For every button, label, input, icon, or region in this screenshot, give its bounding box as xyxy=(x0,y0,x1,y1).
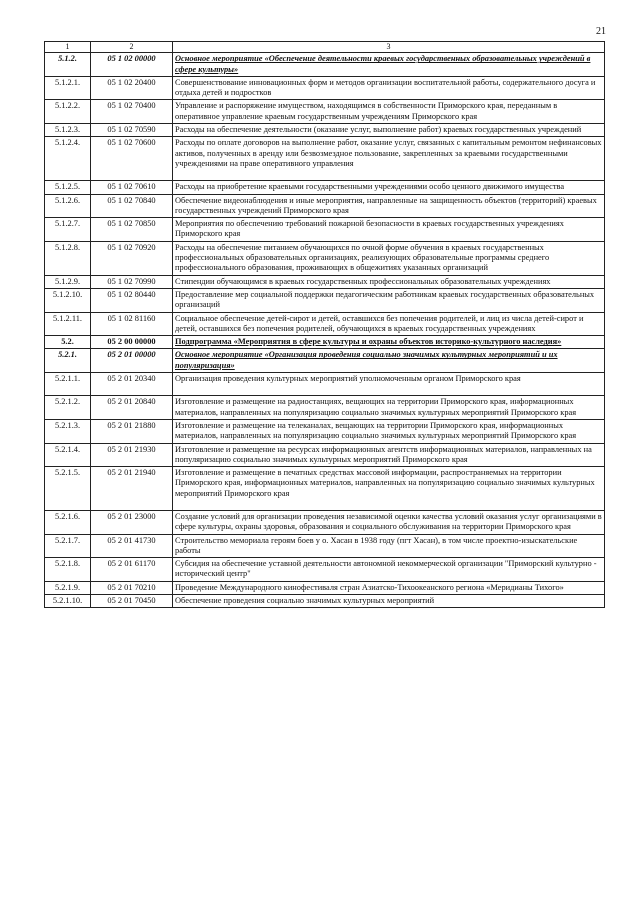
row-number: 5.1.2.10. xyxy=(45,288,91,312)
row-number: 5.1.2.2. xyxy=(45,100,91,124)
classification-code: 05 2 01 21880 xyxy=(91,419,173,443)
row-description: Проведение Международного кинофестиваля стран Азиатско-Тихоокеанского региона «Меридианы Тихого» xyxy=(173,581,605,594)
classification-code: 05 2 01 70210 xyxy=(91,581,173,594)
table-row xyxy=(45,396,605,420)
table-row xyxy=(45,76,605,100)
row-number: 5.1.2.11. xyxy=(45,312,91,336)
row-number: 5.1.2. xyxy=(45,53,91,77)
table-row xyxy=(45,100,605,124)
table-row xyxy=(45,558,605,582)
table-row xyxy=(45,349,605,373)
row-number: 5.1.2.9. xyxy=(45,275,91,288)
table-header-row xyxy=(45,42,605,53)
page-number: 21 xyxy=(596,26,606,37)
table-row xyxy=(45,443,605,467)
table-row xyxy=(45,181,605,194)
classification-code: 05 1 02 70400 xyxy=(91,100,173,124)
table-row xyxy=(45,419,605,443)
row-description: Стипендии обучающимся в краевых государственных профессиональных образовательных учреждениях xyxy=(173,275,605,288)
row-number: 5.2.1.10. xyxy=(45,595,91,608)
table-row xyxy=(45,137,605,181)
classification-code: 05 2 01 23000 xyxy=(91,510,173,534)
row-description: Управление и распоряжение имуществом, находящимся в собственности Приморского края, переданным в оперативное управление краевым государственным учреждениям Приморского края xyxy=(173,100,605,124)
column-header-2: 2 xyxy=(91,42,173,53)
table-row xyxy=(45,124,605,137)
classification-code: 05 2 01 70450 xyxy=(91,595,173,608)
row-number: 5.1.2.4. xyxy=(45,137,91,181)
budget-classification-table xyxy=(44,41,605,608)
row-number: 5.2.1.4. xyxy=(45,443,91,467)
table-row xyxy=(45,336,605,349)
row-description: Предоставление мер социальной поддержки педагогическим работникам краевых государственных образовательных организаций xyxy=(173,288,605,312)
table-row xyxy=(45,241,605,275)
classification-code: 05 2 01 61170 xyxy=(91,558,173,582)
classification-code: 05 1 02 70920 xyxy=(91,241,173,275)
row-description: Социальное обеспечение детей-сирот и детей, оставшихся без попечения родителей, и лиц из числа детей-сирот и детей, оставшихся без попечения родителей, обучающихся в краевых государственных учреждениях xyxy=(173,312,605,336)
row-description: Расходы на приобретение краевыми государственными учреждениями особо ценного движимого имущества xyxy=(173,181,605,194)
row-description: Мероприятия по обеспечению требований пожарной безопасности в краевых государственных учреждениях Приморского края xyxy=(173,218,605,242)
classification-code: 05 1 02 70840 xyxy=(91,194,173,218)
row-description: Расходы на обеспечение питанием обучающихся по очной форме обучения в краевых государственных профессиональных образовательных организациях, реализующих образовательные программы среднего профессионального образования, проживающих в общежитиях указанных организаций xyxy=(173,241,605,275)
row-number: 5.2.1.3. xyxy=(45,419,91,443)
row-number: 5.2.1.5. xyxy=(45,467,91,511)
row-description: Обеспечение видеонаблюдения и иные мероприятия, направленные на защищенность объектов (территорий) краевых государственных учреждений Приморского края xyxy=(173,194,605,218)
row-description: Создание условий для организации проведения независимой оценки качества условий оказания услуг организациями в сфере культуры, охраны здоровья, образования и социального обслуживания на территории Приморского края xyxy=(173,510,605,534)
classification-code: 05 1 02 70590 xyxy=(91,124,173,137)
row-description: Подпрограмма «Мероприятия в сфере культуры и охраны объектов историко-культурного наследия» xyxy=(173,336,605,349)
row-description: Изготовление и размещение на телеканалах, вещающих на территории Приморского края, информационных материалов, направленных на популяризацию социально значимых культурных мероприятий Приморского края xyxy=(173,419,605,443)
classification-code: 05 2 01 21940 xyxy=(91,467,173,511)
classification-code: 05 1 02 70600 xyxy=(91,137,173,181)
row-number: 5.2.1.9. xyxy=(45,581,91,594)
classification-code: 05 2 01 00000 xyxy=(91,349,173,373)
classification-code: 05 1 02 70610 xyxy=(91,181,173,194)
table-row xyxy=(45,312,605,336)
table-row xyxy=(45,581,605,594)
classification-code: 05 2 01 20340 xyxy=(91,373,173,396)
row-number: 5.1.2.3. xyxy=(45,124,91,137)
classification-code: 05 2 01 21930 xyxy=(91,443,173,467)
classification-code: 05 1 02 00000 xyxy=(91,53,173,77)
row-description: Организация проведения культурных мероприятий уполномоченным органом Приморского края xyxy=(173,373,605,396)
row-number: 5.1.2.5. xyxy=(45,181,91,194)
row-number: 5.1.2.8. xyxy=(45,241,91,275)
classification-code: 05 1 02 70850 xyxy=(91,218,173,242)
row-description: Расходы на обеспечение деятельности (оказание услуг, выполнение работ) краевых государственных учреждений xyxy=(173,124,605,137)
row-description: Строительство мемориала героям боев у о. Хасан в 1938 году (пгт Хасан), в том числе проектно-изыскательские работы xyxy=(173,534,605,558)
classification-code: 05 2 01 41730 xyxy=(91,534,173,558)
row-description: Изготовление и размещение в печатных средствах массовой информации, распространяемых на территории Приморского края, информационных материалов, направленных на популяризацию социально значимых культурных мероприятий Приморского края xyxy=(173,467,605,511)
row-number: 5.1.2.7. xyxy=(45,218,91,242)
classification-code: 05 2 00 00000 xyxy=(91,336,173,349)
row-number: 5.2. xyxy=(45,336,91,349)
row-number: 5.1.2.6. xyxy=(45,194,91,218)
row-number: 5.2.1.1. xyxy=(45,373,91,396)
table-row xyxy=(45,288,605,312)
classification-code: 05 1 02 20400 xyxy=(91,76,173,100)
table-row xyxy=(45,595,605,608)
row-description: Обеспечение проведения социально значимых культурных мероприятий xyxy=(173,595,605,608)
row-description: Основное мероприятие «Обеспечение деятельности краевых государственных образовательных учреждений в сфере культуры» xyxy=(173,53,605,77)
table-row xyxy=(45,467,605,511)
classification-code: 05 1 02 80440 xyxy=(91,288,173,312)
classification-code: 05 2 01 20840 xyxy=(91,396,173,420)
table-row xyxy=(45,275,605,288)
row-description: Изготовление и размещение на радиостанциях, вещающих на территории Приморского края, информационных материалов, направленных на популяризацию социально значимых культурных мероприятий Приморского края xyxy=(173,396,605,420)
row-number: 5.2.1. xyxy=(45,349,91,373)
table-row xyxy=(45,218,605,242)
row-number: 5.1.2.1. xyxy=(45,76,91,100)
column-header-3: 3 xyxy=(173,42,605,53)
row-description: Расходы по оплате договоров на выполнение работ, оказание услуг, связанных с капитальным ремонтом нефинансовых активов, полученных в аренду или безвозмездное пользование, закрепленных за краевыми государственными учреждениями на праве оперативного управления xyxy=(173,137,605,181)
row-description: Изготовление и размещение на ресурсах информационных агентств информационных материалов, направленных на популяризацию социально значимых культурных мероприятий Приморского края xyxy=(173,443,605,467)
row-number: 5.2.1.8. xyxy=(45,558,91,582)
row-number: 5.2.1.6. xyxy=(45,510,91,534)
row-number: 5.2.1.2. xyxy=(45,396,91,420)
row-description: Субсидия на обеспечение уставной деятельности автономной некоммерческой организации "Приморский культурно - исторический центр" xyxy=(173,558,605,582)
column-header-1: 1 xyxy=(45,42,91,53)
row-description: Основное мероприятие «Организация проведения социально значимых культурных мероприятий и их популяризация» xyxy=(173,349,605,373)
table-row xyxy=(45,510,605,534)
row-description: Совершенствование инновационных форм и методов организации воспитательной работы, содержательного досуга и отдыха детей и подростков xyxy=(173,76,605,100)
table-row xyxy=(45,53,605,77)
table-row xyxy=(45,373,605,396)
table-row xyxy=(45,534,605,558)
table-row xyxy=(45,194,605,218)
classification-code: 05 1 02 81160 xyxy=(91,312,173,336)
classification-code: 05 1 02 70990 xyxy=(91,275,173,288)
row-number: 5.2.1.7. xyxy=(45,534,91,558)
